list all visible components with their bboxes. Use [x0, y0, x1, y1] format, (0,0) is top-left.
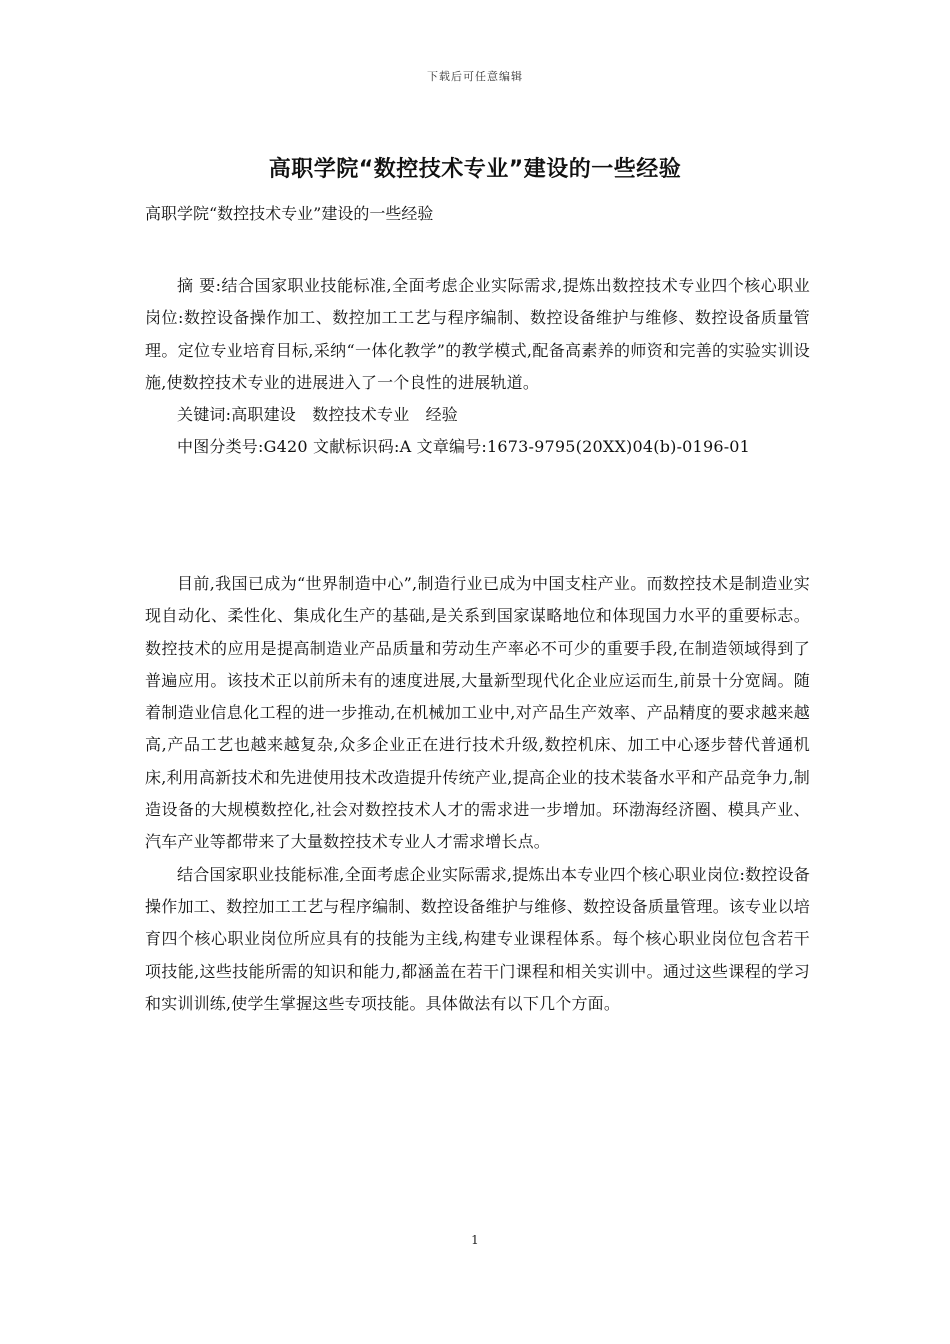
classification-line: 中图分类号:G420 文献标识码:A 文章编号:1673-9795(20XX)04(b)-0196-01: [177, 437, 751, 457]
abstract-section: [145, 270, 810, 464]
body-paragraph-2: 结合国家职业技能标准,全面考虑企业实际需求,提炼出本专业四个核心职业岗位:数控设备操作加工、数控加工工艺与程序编制、数控设备维护与维修、数控设备质量管理。该专业以培育四个核心职业岗位所应具有的技能为主线,构建专业课程体系。每个核心职业岗位包含若干项技能,这些技能所需的知识和能力,都涵盖在若干门课程和相关实训中。通过这些课程的学习和实训训练,使学生掌握这些专项技能。具体做法有以下几个方面。: [145, 864, 810, 1013]
body-paragraph-1: 目前,我国已成为“世界制造中心”,制造行业已成为中国支柱产业。而数控技术是制造业实现自动化、柔性化、集成化生产的基础,是关系到国家谋略地位和体现国力水平的重要标志。数控技术的应用是提高制造业产品质量和劳动生产率必不可少的重要手段,在制造领域得到了普遍应用。该技术正以前所未有的速度进展,大量新型现代化企业应运而生,前景十分宽阔。随着制造业信息化工程的进一步推动,在机械加工业中,对产品生产效率、产品精度的要求越来越高,产品工艺也越来越复杂,众多企业正在进行技术升级,数控机床、加工中心逐步替代普通机床,利用高新技术和先进使用技术改造提升传统产业,提高企业的技术装备水平和产品竞争力,制造设备的大规模数控化,社会对数控技术人才的需求进一步增加。环渤海经济圈、模具产业、汽车产业等都带来了大量数控技术专业人才需求增长点。: [145, 574, 810, 852]
main-body: [145, 568, 810, 1020]
header-note: 下载后可任意编辑: [427, 70, 523, 83]
keywords-line: 关键词:高职建设 数控技术专业 经验: [177, 405, 458, 425]
page-title: 高职学院“数控技术专业”建设的一些经验: [268, 157, 682, 182]
page-number: 1: [471, 1233, 479, 1247]
abstract-text: 摘 要:结合国家职业技能标准,全面考虑企业实际需求,提炼出数控技术专业四个核心职业岗位:数控设备操作加工、数控加工工艺与程序编制、数控设备维护与维修、数控设备质量管理。定位专业培育目标,采纳“一体化教学”的教学模式,配备高素养的师资和完善的实验实训设施,使数控技术专业的进展进入了一个良性的进展轨道。: [145, 276, 810, 392]
subtitle: 高职学院“数控技术专业”建设的一些经验: [145, 204, 434, 223]
